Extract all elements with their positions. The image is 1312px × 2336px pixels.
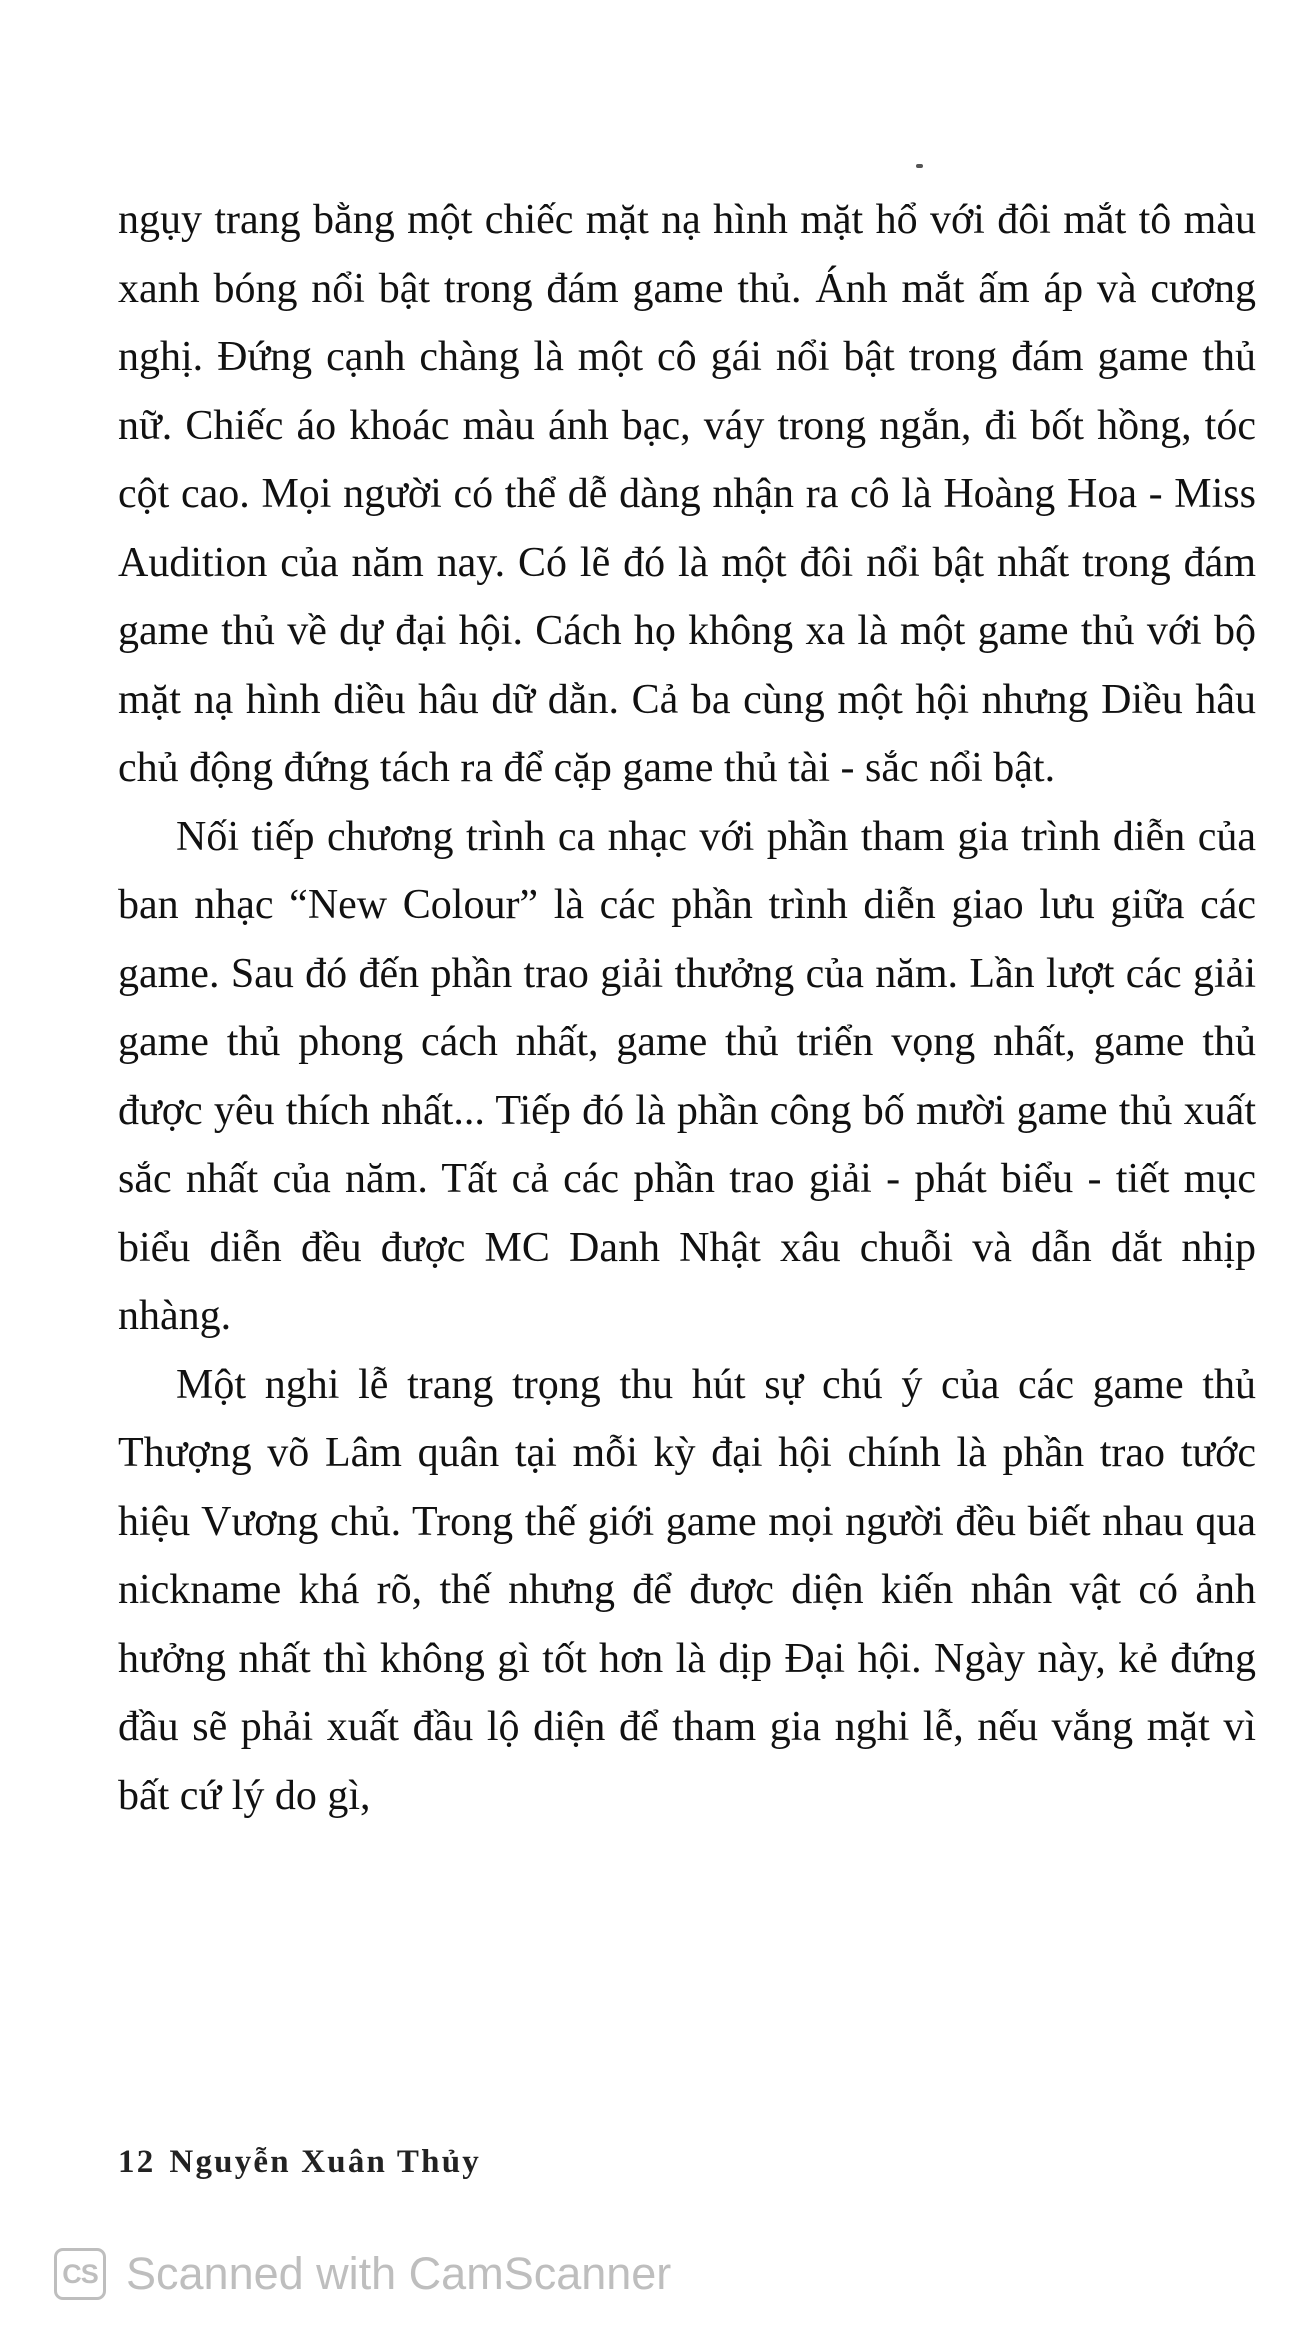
- paragraph-3: Một nghi lễ trang trọng thu hút sự chú ý của các game thủ Thượng võ Lâm quân tại mỗi kỳ đại hội chính là phần trao tước hiệu Vương chủ. Trong thế giới game mọi người đều biết nhau qua nickname khá rõ, thế nhưng để được diện kiến nhân vật có ảnh hưởng nhất thì không gì tốt hơn là dịp Đại hội. Ngày này, kẻ đứng đầu sẽ phải xuất đầu lộ diện để tham gia nghi lễ, nếu vắng mặt vì bất cứ lý do gì,: [118, 1361, 1256, 1819]
- author-name: Nguyễn Xuân Thủy: [169, 2144, 481, 2180]
- watermark-text: Scanned with CamScanner: [126, 2248, 672, 2299]
- camscanner-watermark: [54, 2242, 671, 2306]
- page-body: [118, 186, 1256, 1830]
- camscanner-logo-icon: [54, 2248, 106, 2300]
- paragraph-1: ngụy trang bằng một chiếc mặt nạ hình mặt hổ với đôi mắt tô màu xanh bóng nổi bật trong đám game thủ. Ánh mắt ấm áp và cương nghị. Đứng cạnh chàng là một cô gái nổi bật trong đám game thủ nữ. Chiếc áo khoác màu ánh bạc, váy trong ngắn, đi bốt hồng, tóc cột cao. Mọi người có thể dễ dàng nhận ra cô là Hoàng Hoa - Miss Audition của năm nay. Có lẽ đó là một đôi nổi bật nhất trong đám game thủ về dự đại hội. Cách họ không xa là một game thủ với bộ mặt nạ hình diều hâu dữ dằn. Cả ba cùng một hội nhưng Diều hâu chủ động đứng tách ra để cặp game thủ tài - sắc nổi bật.: [118, 197, 1256, 791]
- page-footer: [118, 2144, 481, 2181]
- page-number: 12: [118, 2144, 156, 2180]
- paragraph-2: Nối tiếp chương trình ca nhạc với phần tham gia trình diễn của ban nhạc “New Colour” là các phần trình diễn giao lưu giữa các game. Sau đó đến phần trao giải thưởng của năm. Lần lượt các giải game thủ phong cách nhất, game thủ triển vọng nhất, game thủ được yêu thích nhất... Tiếp đó là phần công bố mười game thủ xuất sắc nhất của năm. Tất cả các phần trao giải - phát biểu - tiết mục biểu diễn đều được MC Danh Nhật xâu chuỗi và dẫn dắt nhịp nhàng.: [118, 813, 1256, 1339]
- camscanner-logo-text: CS: [62, 2258, 98, 2289]
- scan-speck: [916, 164, 923, 168]
